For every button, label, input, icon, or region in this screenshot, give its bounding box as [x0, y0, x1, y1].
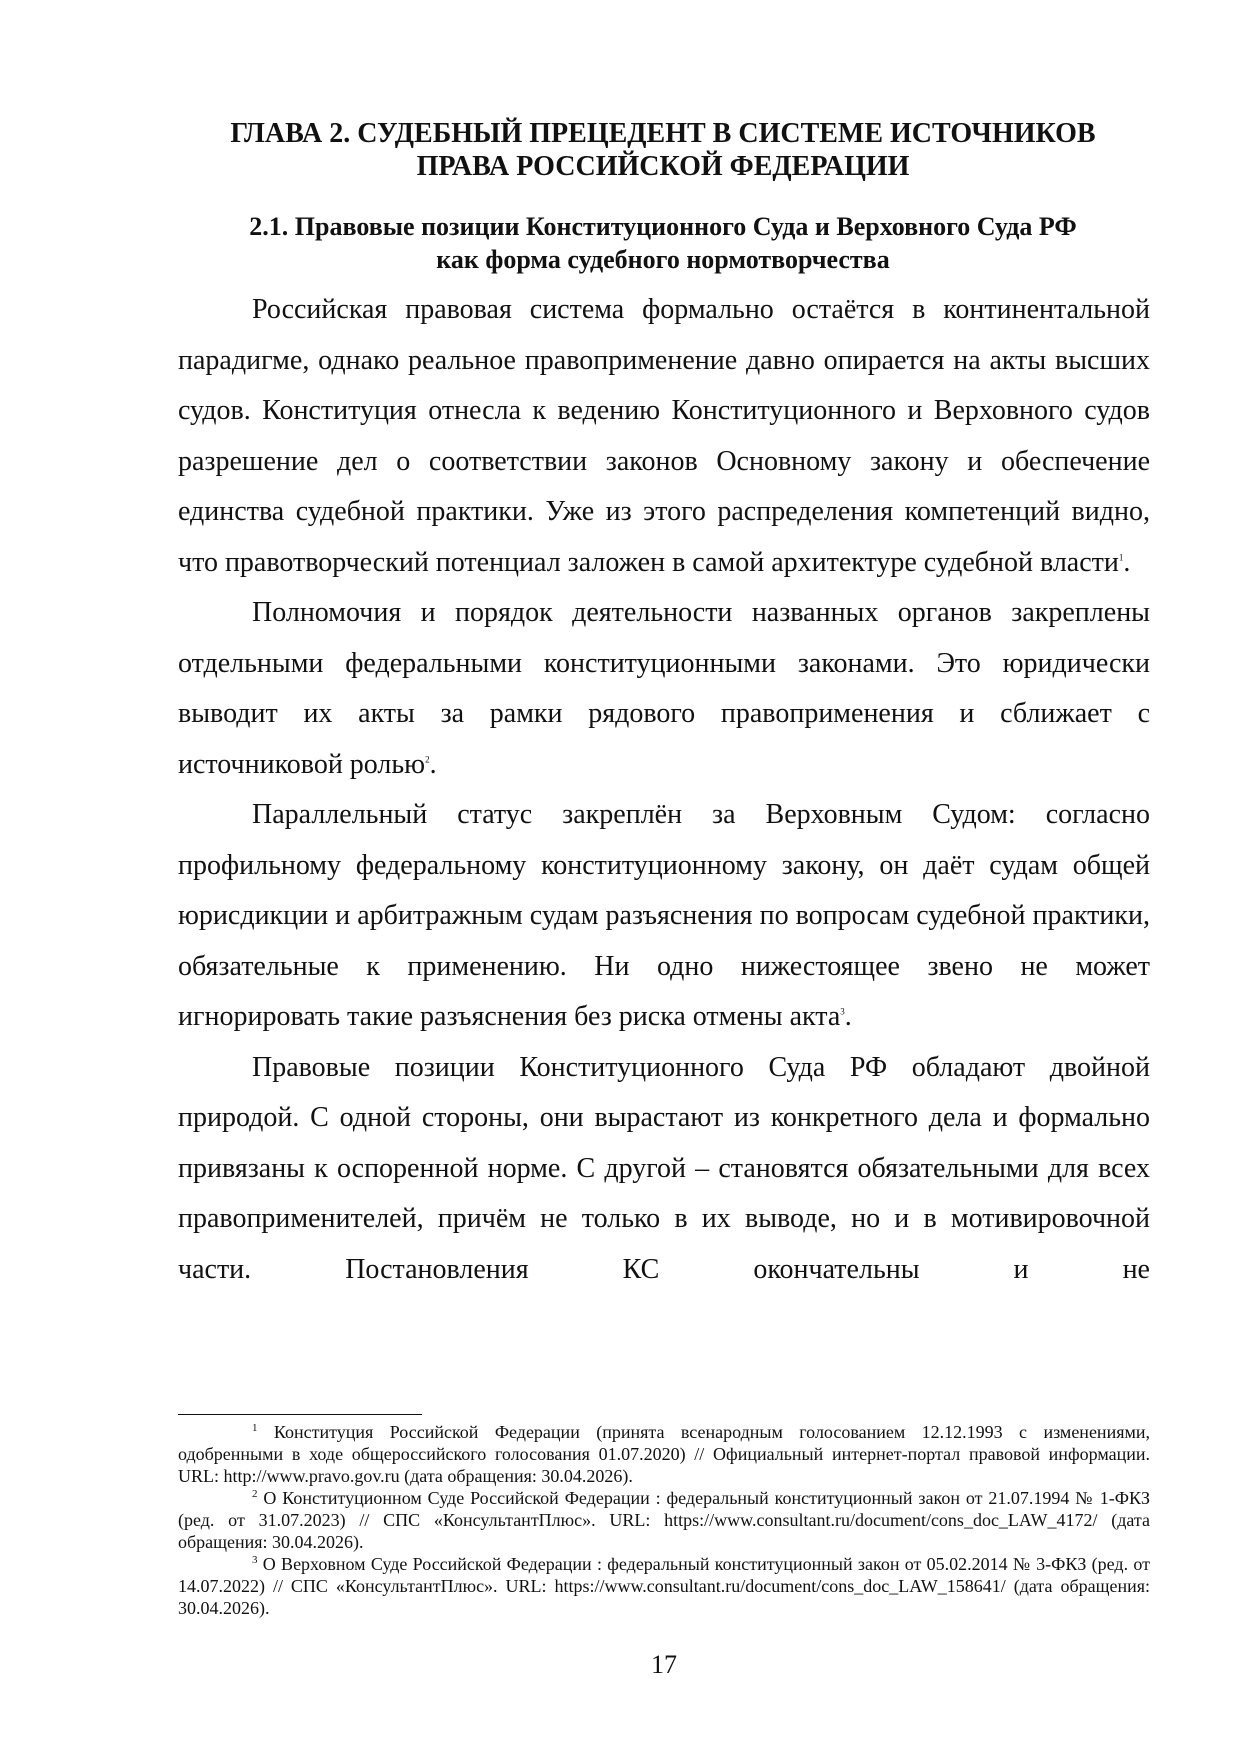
- paragraph: [178, 1043, 1150, 1296]
- footnote: [178, 1421, 1150, 1487]
- paragraph-end: .: [1123, 546, 1131, 578]
- paragraph: [178, 285, 1150, 588]
- footnote-text: О Конституционном Суде Российской Федерации : федеральный конституционный закон от 21.07.1994 № 1-ФКЗ (ред. от 31.07.2023) // СПС «КонсультантПлюс». URL: https://www.consultant.ru/document/cons_doc_LAW_4172/ (дата обращения: 30.04.2026).: [178, 1488, 1151, 1552]
- footnote-ref[interactable]: 2: [425, 754, 430, 765]
- footnotes: [178, 1421, 1150, 1619]
- paragraph-end: .: [844, 1001, 852, 1032]
- footnote-number: 2: [252, 1488, 258, 1500]
- footnote-ref[interactable]: 3: [840, 1006, 845, 1017]
- paragraph-end: .: [429, 748, 437, 780]
- footnote: [178, 1487, 1150, 1553]
- paragraph-text: Полномочия и порядок деятельности названных органов закреплены отдельными федеральными конституционными законами. Это юридически выводит их акты за рамки рядового правоприменения и сближает с источниковой ролью: [178, 597, 1150, 780]
- footnote-number: 1: [252, 1422, 258, 1434]
- footnote-ref[interactable]: 1: [1118, 552, 1124, 563]
- paragraph: [178, 790, 1150, 1043]
- footnote-text: Конституция Российской Федерации (принята всенародным голосованием 12.12.1993 с изменениями, одобренными в ходе общероссийского голосования 01.07.2020) // Официальный интернет-портал правовой информации. URL: http://www.pravo.gov.ru (дата обращения: 30.04.2026).: [178, 1422, 1151, 1486]
- section-title: [176, 210, 1150, 276]
- footnote-text: О Верховном Суде Российской Федерации : федеральный конституционный закон от 05.02.2014 № 3-ФКЗ (ред. от 14.07.2022) // СПС «КонсультантПлюс». URL: https://www.consultant.ru/document/cons_doc_LAW_158641/ (дата обращения: 30.04.2026).: [178, 1554, 1150, 1618]
- paragraph-text: Правовые позиции Конституционного Суда РФ обладают двойной природой. С одной стороны, они вырастают из конкретного дела и формально привязаны к оспоренной норме. С другой – становятся обязательными для всех правоприменителей, причём не только в их выводе, но и в мотивировочной части. Постановления КС окончательны и не: [178, 1051, 1150, 1285]
- page-number: 17: [651, 1650, 677, 1679]
- paragraph: [178, 588, 1150, 790]
- footnote-separator: [178, 1414, 422, 1415]
- paragraph-text: Российская правовая система формально остаётся в континентальной парадигме, однако реальное правоприменение давно опирается на акты высших судов. Конституция отнесла к ведению Конституционного и Верховного судов разрешение дел о соответствии законов Основному закону и обеспечение единства судебной практики. Уже из этого распределения компетенций видно, что правотворческий потенциал заложен в самой архитектуре судебной власти: [178, 294, 1150, 578]
- footnote-number: 3: [252, 1554, 258, 1566]
- paragraph-text: Параллельный статус закреплён за Верховным Судом: согласно профильному федеральному конституционному закону, он даёт судам общей юрисдикции и арбитражным судам разъяснения по вопросам судебной практики, обязательные к применению. Ни одно нижестоящее звено не может игнорировать такие разъяснения без риска отмены акта: [178, 799, 1150, 1032]
- body-text: [178, 285, 1150, 1295]
- chapter-title-line-1: ГЛАВА 2. СУДЕБНЫЙ ПРЕЦЕДЕНТ В СИСТЕМЕ ИСТОЧНИКОВ: [230, 118, 1096, 149]
- section-title-line-1: 2.1. Правовые позиции Конституционного Суда и Верховного Суда РФ: [249, 212, 1077, 241]
- chapter-title: [176, 117, 1150, 183]
- footnote: [178, 1553, 1150, 1619]
- section-title-line-2: как форма судебного нормотворчества: [436, 245, 890, 274]
- chapter-title-line-2: ПРАВА РОССИЙСКОЙ ФЕДЕРАЦИИ: [416, 151, 910, 182]
